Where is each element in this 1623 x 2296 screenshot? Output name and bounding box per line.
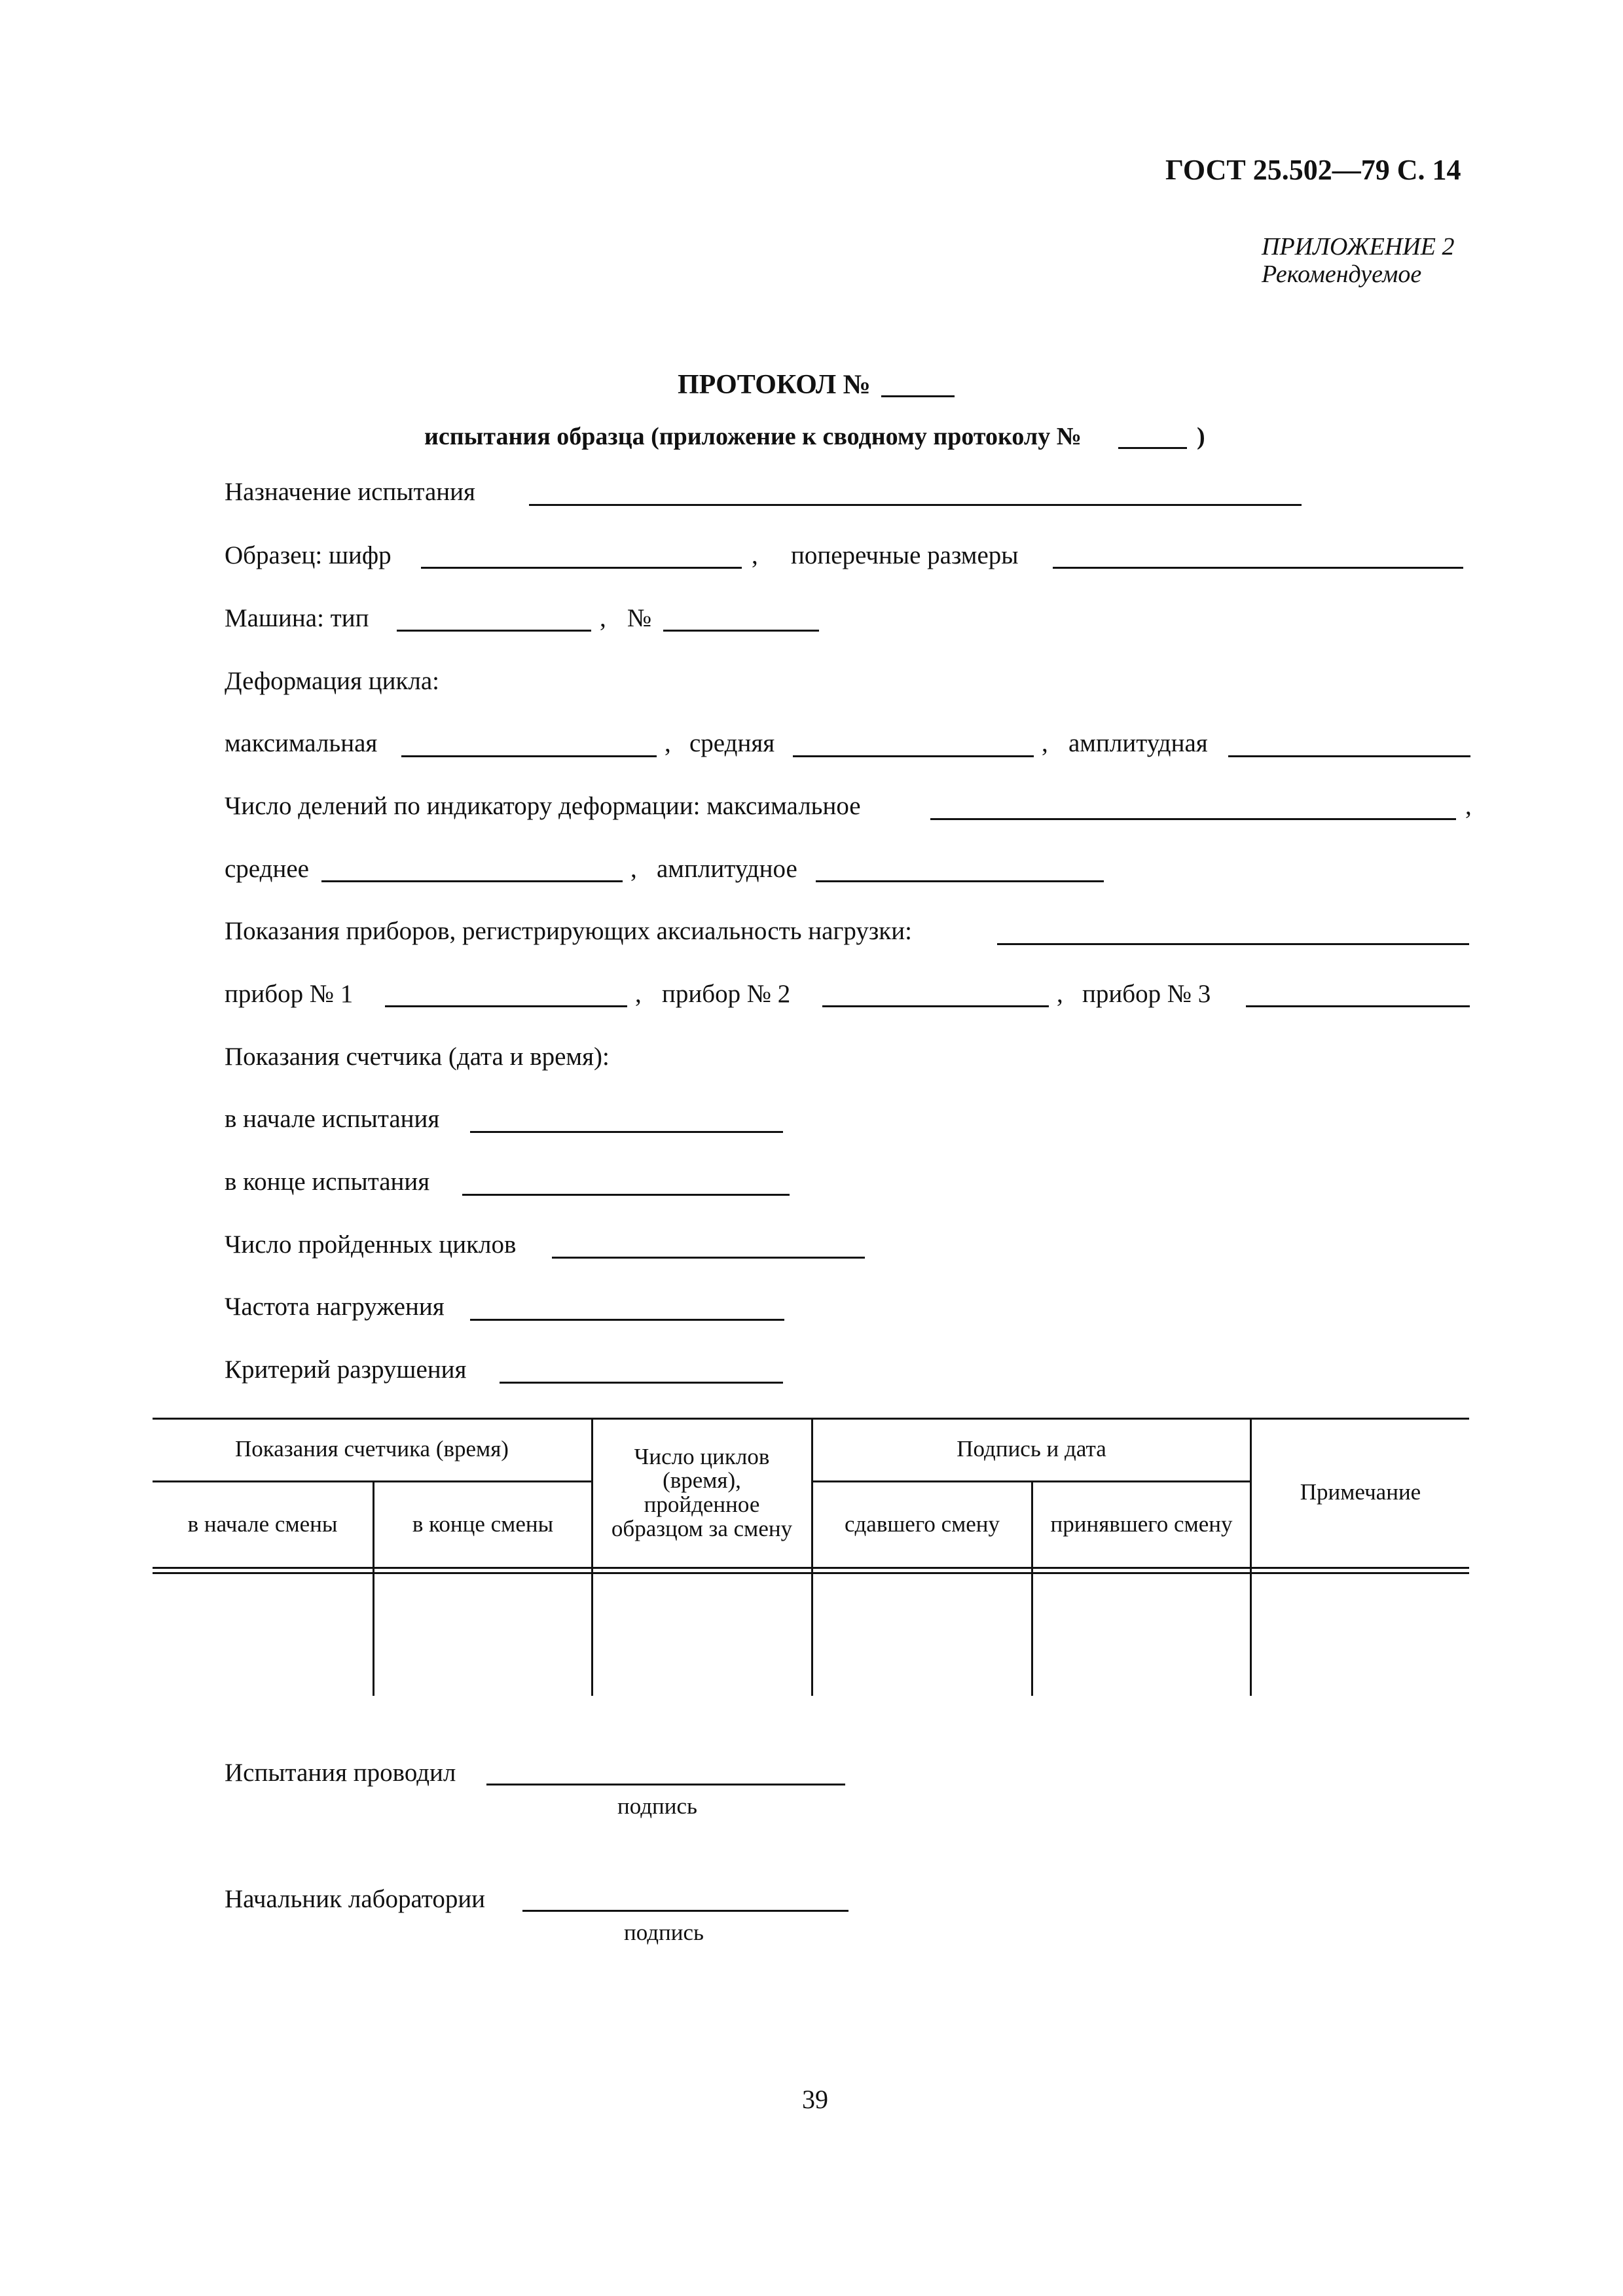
comma: ,	[1465, 792, 1472, 820]
header-signature	[813, 1418, 1250, 1480]
header-start-shift-text: в начале смены	[187, 1511, 338, 1537]
header-note-text: Примечание	[1300, 1479, 1421, 1505]
amplitude-label: амплитудная	[1068, 729, 1208, 757]
protocol-number-line[interactable]	[881, 395, 955, 397]
table-cell-cycles[interactable]	[593, 1574, 811, 1696]
instrument-2-label: прибор № 2	[662, 980, 791, 1008]
mean-neutral-label: среднее	[225, 855, 309, 883]
tester-signature-line[interactable]	[486, 1784, 845, 1785]
test-start-label: в начале испытания	[225, 1105, 440, 1133]
comma: ,	[665, 729, 671, 757]
comma: ,	[1057, 980, 1063, 1008]
summary-protocol-number-line[interactable]	[1118, 447, 1187, 449]
maximum-label: максимальная	[225, 729, 378, 757]
indicator-divisions-label: Число делений по индикатору деформации: максимальное	[225, 792, 861, 820]
mean-line[interactable]	[793, 755, 1034, 757]
comma: ,	[600, 604, 606, 632]
cycles-done-line[interactable]	[552, 1257, 865, 1259]
failure-criterion-line[interactable]	[500, 1382, 783, 1384]
instrument-readings-label: Показания приборов, регистрирующих аксиальность нагрузки:	[225, 917, 912, 945]
instrument-1-label: прибор № 1	[225, 980, 354, 1008]
tester-signature-caption: подпись	[617, 1793, 697, 1819]
header-signature-text: Подпись и дата	[957, 1435, 1106, 1462]
instrument-3-label: прибор № 3	[1082, 980, 1211, 1008]
load-frequency-label: Частота нагружения	[225, 1293, 445, 1321]
load-frequency-line[interactable]	[470, 1319, 784, 1321]
sample-code-line[interactable]	[421, 567, 742, 569]
cycles-done-label: Число пройденных циклов	[225, 1230, 517, 1259]
test-end-line[interactable]	[462, 1194, 790, 1196]
header-handed-over	[813, 1482, 1031, 1567]
shift-log-table	[153, 1418, 1469, 1696]
protocol-subtitle: испытания образца (приложение к сводному протоколу №	[424, 423, 1082, 450]
header-accepted-text: принявшего смену	[1050, 1511, 1233, 1537]
table-cell-handed-over[interactable]	[813, 1574, 1031, 1696]
cycle-deformation-label: Деформация цикла:	[225, 667, 439, 695]
lab-head-signature-line[interactable]	[522, 1910, 848, 1912]
machine-number-label: №	[627, 604, 652, 632]
table-cell-end-shift[interactable]	[374, 1574, 591, 1696]
header-accepted	[1033, 1482, 1250, 1567]
amplitude-neutral-label: амплитудное	[657, 855, 797, 883]
indicator-amplitude-line[interactable]	[816, 880, 1104, 882]
header-note	[1252, 1418, 1469, 1567]
test-purpose-label: Назначение испытания	[225, 478, 475, 506]
comma: ,	[630, 855, 637, 883]
instrument-readings-line[interactable]	[997, 943, 1469, 945]
indicator-mean-line[interactable]	[321, 880, 623, 882]
lab-head-signature-caption: подпись	[624, 1920, 704, 1945]
page-number: 39	[802, 2085, 828, 2114]
instrument-2-line[interactable]	[822, 1005, 1049, 1007]
cross-sizes-line[interactable]	[1053, 567, 1463, 569]
header-cycles-text: Число циклов (время), пройденное образцом за смену	[611, 1443, 793, 1541]
appendix-label: ПРИЛОЖЕНИЕ 2	[1262, 233, 1455, 260]
header-end-shift-text: в конце смены	[412, 1511, 554, 1537]
sample-code-label: Образец: шифр	[225, 541, 392, 569]
standard-reference: ГОСТ 25.502—79 С. 14	[1165, 154, 1461, 186]
machine-type-label: Машина: тип	[225, 604, 369, 632]
counter-readings-label: Показания счетчика (дата и время):	[225, 1043, 610, 1071]
appendix-status: Рекомендуемое	[1262, 260, 1422, 288]
table-cell-start-shift[interactable]	[153, 1574, 373, 1696]
mean-label: средняя	[689, 729, 775, 757]
test-end-label: в конце испытания	[225, 1168, 430, 1196]
test-start-line[interactable]	[470, 1131, 783, 1133]
cross-sizes-label: поперечные размеры	[791, 541, 1019, 569]
header-cycles	[604, 1431, 799, 1555]
machine-type-line[interactable]	[397, 630, 591, 632]
instrument-3-line[interactable]	[1246, 1005, 1470, 1007]
indicator-max-line[interactable]	[930, 818, 1456, 820]
table-cell-note[interactable]	[1252, 1574, 1469, 1696]
header-counter-text: Показания счетчика (время)	[235, 1435, 509, 1462]
maximum-line[interactable]	[401, 755, 657, 757]
tester-label: Испытания проводил	[225, 1759, 456, 1787]
header-start-shift	[153, 1482, 373, 1567]
test-purpose-line[interactable]	[529, 504, 1302, 506]
failure-criterion-label: Критерий разрушения	[225, 1355, 467, 1384]
machine-number-line[interactable]	[663, 630, 819, 632]
table-cell-accepted[interactable]	[1033, 1574, 1250, 1696]
comma: ,	[635, 980, 642, 1008]
comma: ,	[752, 541, 758, 569]
protocol-subtitle-close: )	[1197, 423, 1205, 450]
header-counter	[153, 1418, 591, 1480]
instrument-1-line[interactable]	[385, 1005, 627, 1007]
amplitude-line[interactable]	[1228, 755, 1470, 757]
header-handed-over-text: сдавшего смену	[844, 1511, 1000, 1537]
comma: ,	[1042, 729, 1048, 757]
protocol-title: ПРОТОКОЛ №	[678, 370, 871, 400]
header-end-shift	[374, 1482, 591, 1567]
lab-head-label: Начальник лаборатории	[225, 1885, 486, 1913]
